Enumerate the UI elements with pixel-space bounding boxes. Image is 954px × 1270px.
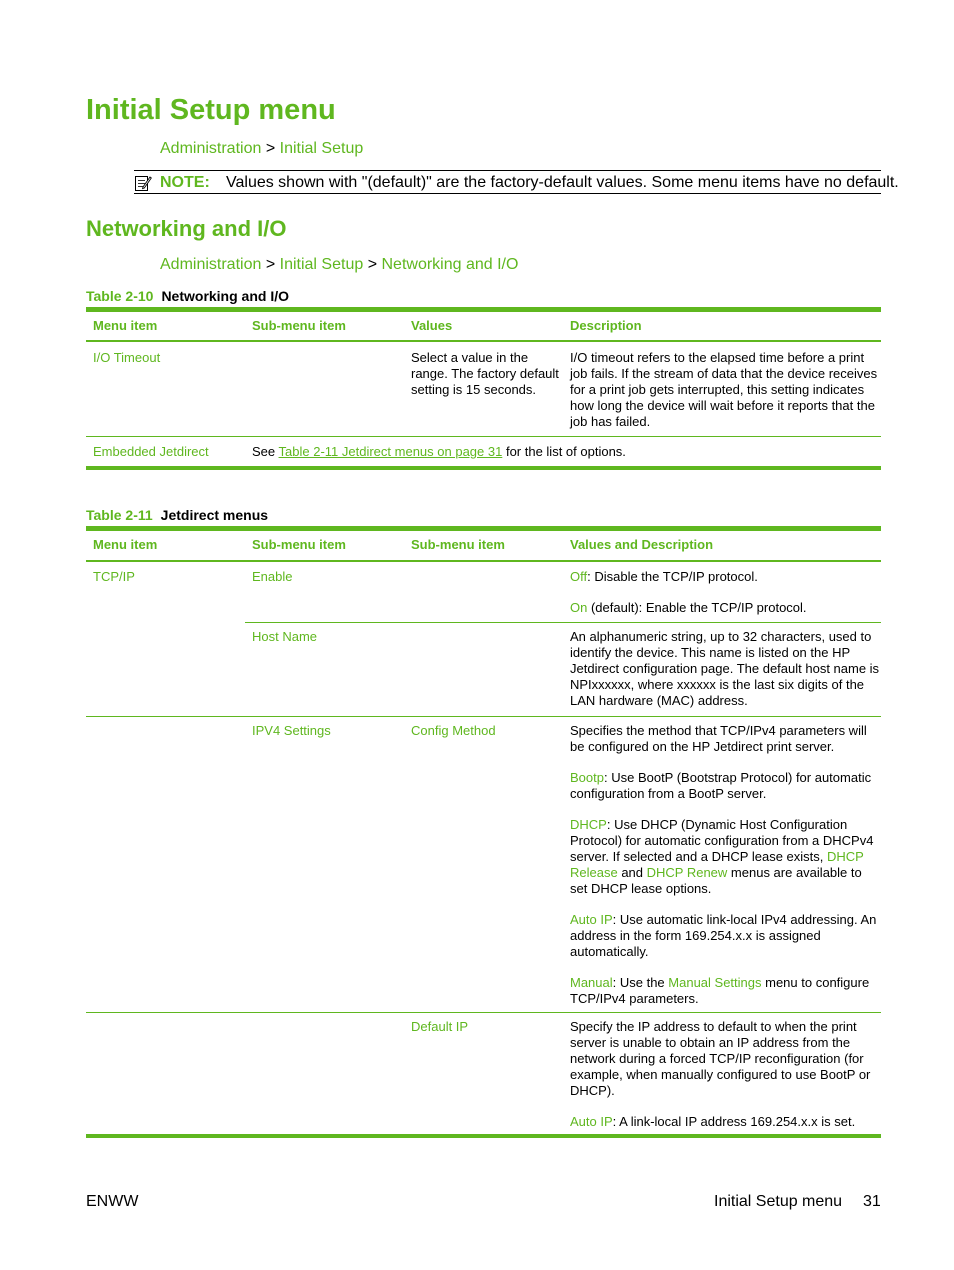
row-divider [245,622,881,623]
sub-menu-item-config-method[interactable]: Config Method [411,723,496,738]
row-divider [86,716,881,717]
off-option[interactable]: Off [570,569,588,584]
note-pencil-icon [134,174,152,192]
manual-description: : Use the [612,975,669,990]
breadcrumb-link-administration[interactable]: Administration [160,140,262,157]
dhcp-and: and [617,865,647,880]
footer-section-title: Initial Setup menu [714,1193,843,1210]
header-divider [86,340,881,342]
values-io-timeout: Select a value in the range. The factory default setting is 15 seconds. [411,350,559,397]
breadcrumb-separator: > [265,140,276,157]
table-top-bar [86,307,881,312]
column-header: Menu item [93,537,158,552]
column-header: Sub-menu item [252,537,346,552]
bootp-description: : Use BootP (Bootstrap Protocol) for automatic configuration from a BootP server. [570,770,872,801]
column-header: Values [411,318,453,333]
bootp-option[interactable]: Bootp [570,770,604,785]
note-box [134,170,899,194]
embedded-jetdirect-description [252,444,872,460]
manual-option[interactable]: Manual [570,975,613,990]
dhcp-renew-option[interactable]: DHCP Renew [646,865,728,880]
table-number: Table 2-11 [86,507,153,523]
manual-settings-option[interactable]: Manual Settings [668,975,762,990]
host-name-description: An alphanumeric string, up to 32 characters, used to identify the device. This name is listed on the HP Jetdirect configuration page. The default host name is NPIxxxxxx, where xxxxxx is the last six digits of the LAN hardware (MAC) address. [570,629,880,708]
dhcp-description-end: menus are available to set DHCP lease options. [570,865,862,896]
page-title: Initial Setup menu [86,94,336,126]
sub-menu-item-ipv4-settings[interactable]: IPV4 Settings [252,723,331,738]
row-divider [86,436,881,437]
menu-item-tcpip[interactable]: TCP/IP [93,569,135,584]
table-bottom-bar [86,466,881,470]
table-2-11-link[interactable]: Table 2-11 Jetdirect menus on page 31 [278,444,503,459]
breadcrumb [160,139,363,159]
auto-ip-description: : Use automatic link-local IPv4 addressing. An address in the form 169.254.x.x is assigned automatically. [570,912,877,959]
description-io-timeout: I/O timeout refers to the elapsed time before a print job fails. If the stream of data that the device receives for a print job gets interrupted, this setting indicates how long the device will wait before it reports that the job has failed. [570,350,878,429]
breadcrumb-separator: > [265,256,276,273]
config-method-values [570,723,880,1007]
auto-ip-option[interactable]: Auto IP [570,912,613,927]
breadcrumb-link-initial-setup[interactable]: Initial Setup [279,140,364,157]
breadcrumb-link-networking[interactable]: Networking and I/O [381,256,519,273]
column-header: Values and Description [570,537,714,552]
menu-item-io-timeout[interactable]: I/O Timeout [93,350,161,365]
see-text: See [252,444,276,459]
sub-menu-item-host-name[interactable]: Host Name [252,629,318,644]
breadcrumb-link-initial-setup[interactable]: Initial Setup [279,256,364,273]
page-number: 31 [863,1193,881,1210]
sub-menu-item-enable[interactable]: Enable [252,569,293,584]
breadcrumb-link-administration[interactable]: Administration [160,256,262,273]
auto-ip-description: : A link-local IP address 169.254.x.x is set. [612,1114,856,1129]
for-options-text: for the list of options. [505,444,626,459]
note-label: NOTE: [160,174,210,191]
column-header: Description [570,318,642,333]
table-caption [86,287,289,305]
table-number: Table 2-10 [86,288,154,304]
default-ip-intro: Specify the IP address to default to when the print server is unable to obtain an IP address from the network during a forced TCP/IP reconfiguration (for example, when manually configured to use BootP or DHCP). [570,1019,871,1098]
header-divider [86,560,881,562]
default-ip-values [570,1019,880,1130]
row-divider [86,1012,881,1013]
column-header: Sub-menu item [411,537,505,552]
table-bottom-bar [86,1134,881,1138]
column-header: Menu item [93,318,158,333]
breadcrumb-separator: > [367,256,378,273]
dhcp-description: : Use DHCP (Dynamic Host Configuration Protocol) for automatic configuration from a DHCPv4 server. If selected and a DHCP lease exists, [570,817,874,864]
breadcrumb-networking [160,255,518,275]
off-description: : Disable the TCP/IP protocol. [587,569,758,584]
on-option[interactable]: On [570,600,588,615]
auto-ip-option[interactable]: Auto IP [570,1114,613,1129]
footer-left: ENWW [86,1193,139,1210]
column-header: Sub-menu item [252,318,346,333]
sub-menu-item-default-ip[interactable]: Default IP [411,1019,469,1034]
dhcp-release-option[interactable]: DHCP Release [570,849,864,880]
config-method-intro: Specifies the method that TCP/IPv4 parameters will be configured on the HP Jetdirect print server. [570,723,867,754]
section-title: Networking and I/O [86,216,287,241]
table-caption [86,506,268,524]
menu-item-embedded-jetdirect[interactable]: Embedded Jetdirect [93,444,209,459]
table-caption-text: Jetdirect menus [160,507,269,523]
manual-description-end: menu to configure TCP/IPv4 parameters. [570,975,870,1006]
table-top-bar [86,526,881,531]
on-description: (default): Enable the TCP/IP protocol. [587,600,807,615]
note-text: Values shown with "(default)" are the factory-default values. Some menu items have no default. [226,174,899,191]
table-caption-text: Networking and I/O [161,288,290,304]
enable-values [570,569,880,616]
dhcp-option[interactable]: DHCP [570,817,607,832]
